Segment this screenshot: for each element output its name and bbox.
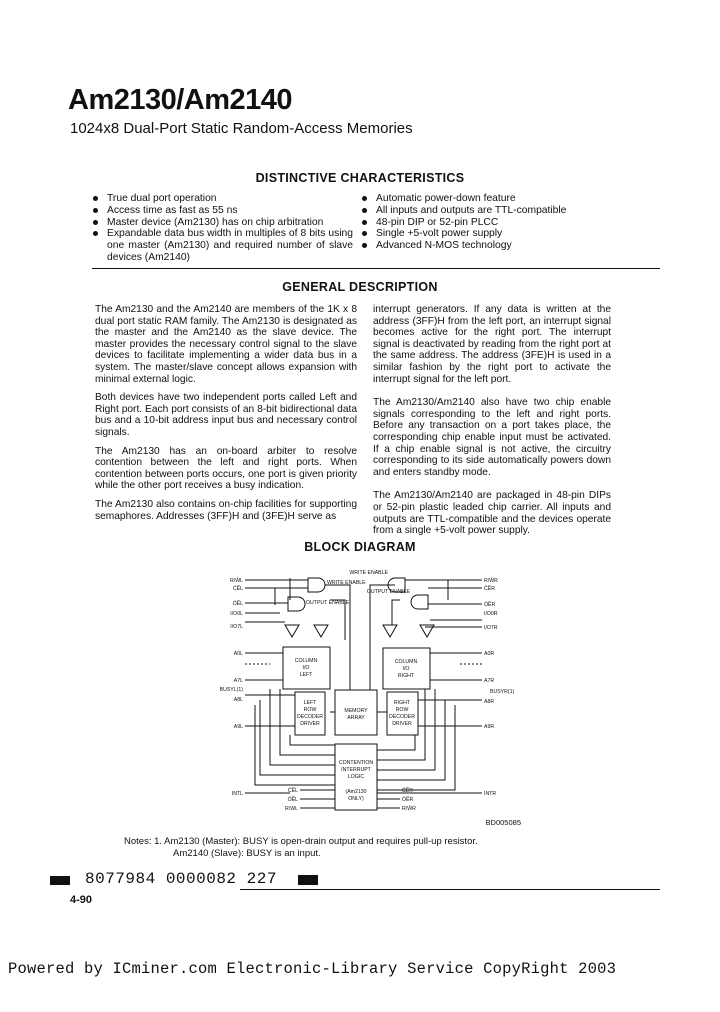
block-label: (Am2130 xyxy=(345,789,367,795)
list-item: Access time as fast as 55 ns xyxy=(93,205,353,217)
and-gate-icon xyxy=(288,597,305,611)
note-line: Am2140 (Slave): BUSY is an input. xyxy=(173,848,321,859)
signal-label: BUSYL(1) xyxy=(219,687,243,693)
page-number: 4-90 xyxy=(70,894,93,906)
list-item: All inputs and outputs are TTL-compatible xyxy=(362,205,632,217)
block-label: LOGIC xyxy=(347,774,365,780)
block-label: OUTPUT ENABLE xyxy=(306,600,350,606)
block-label: RIGHT xyxy=(393,700,411,706)
block-label: ROW xyxy=(303,707,317,713)
footer-divider xyxy=(240,889,660,890)
block-label: I/O xyxy=(402,666,410,672)
block-label: LEFT xyxy=(303,700,317,706)
block-label: ARRAY xyxy=(347,715,365,721)
block-label: INTERRUPT xyxy=(341,767,371,773)
paragraph: Both devices have two independent ports called Left and Right port. Each port consists of an 8-bit bidirectional data bus and a 10-bit address input bus and necessary control signals. xyxy=(95,392,357,438)
signal-label: ŌE̅L xyxy=(287,797,298,803)
block-label: COLUMN xyxy=(294,658,318,664)
notes xyxy=(124,836,478,860)
signal-label: R/W̄L xyxy=(230,578,243,584)
document-subtitle: 1024x8 Dual-Port Static Random-Access Memories xyxy=(70,120,413,137)
signal-label: I/O0L xyxy=(230,611,243,617)
list-item: Single +5-volt power supply xyxy=(362,228,632,240)
signal-label: A9R xyxy=(484,724,495,730)
signal-label: I/O7L xyxy=(230,624,243,630)
signal-label: ŌE̅R xyxy=(484,602,496,608)
signal-label: R/W̄R xyxy=(402,806,416,812)
signal-label: C̄E̅L xyxy=(232,586,243,592)
block-label: COLUMN xyxy=(394,659,418,665)
note-line: 1. Am2130 (Master): BUSY is open-drain output and requires pull-up resistor. xyxy=(154,836,478,847)
block-label: I/O xyxy=(302,665,310,671)
block-label: CONTENTION xyxy=(338,760,374,766)
signal-label: C̄E̅L xyxy=(287,788,298,794)
paragraph: interrupt generators. If any data is written at the address (3FF)H from the left port, an interrupt signal becomes active for the right port. The interrupt signal is deactivated by reading from the right port at the same address. The address (3FE)H is used in a similar fashion by the right port to activate the interrupt signal for the left port. xyxy=(373,304,611,385)
and-gate-icon xyxy=(308,578,325,592)
paragraph: The Am2130 has an on-board arbiter to resolve contention between the left and right ports. When contention between ports occurs, one port is given priority while the other port receives a busy indication. xyxy=(95,445,357,492)
block-label: MEMORY xyxy=(344,708,368,714)
footer-copyright: Powered by ICminer.com Electronic-Library Service CopyRight 2003 xyxy=(8,960,617,978)
list-item: Master device (Am2130) has on chip arbitration xyxy=(93,217,353,229)
block-label: DECODER xyxy=(297,714,323,720)
block-label: DECODER xyxy=(389,714,415,720)
signal-label: A8L xyxy=(233,697,243,703)
signal-label: A7L xyxy=(233,678,243,684)
signal-label: BUSYR(1) xyxy=(490,689,515,695)
signal-label: INTL xyxy=(231,791,243,797)
list-item: Expandable data bus width in multiples of 8 bits using one master (Am2130) and required number of slave devices (Am2140) xyxy=(93,228,353,263)
signal-label: C̄E̅R xyxy=(484,586,495,592)
signal-label: R/W̄R xyxy=(484,578,498,584)
block-diagram-heading: BLOCK DIAGRAM xyxy=(304,540,416,554)
block-label: ONLY) xyxy=(348,796,364,802)
signal-label: R/WL xyxy=(285,806,298,812)
description-heading: GENERAL DESCRIPTION xyxy=(282,280,438,294)
block-label: WRITE ENABLE xyxy=(349,570,388,576)
block-label: OUTPUT ENABLE xyxy=(366,589,410,595)
signal-label: A0R xyxy=(484,651,495,657)
paragraph: The Am2130/Am2140 also have two chip enable signals corresponding to the left and right ports. Before any transaction on a port takes place, the corresponding chip enable input must be activated. If a chip enable signal is not active, the circuitry corresponding to its side automatically powers down and enters standby mode. xyxy=(373,397,611,478)
block-label: DRIVER xyxy=(392,721,412,727)
signal-label: A8R xyxy=(484,699,495,705)
barcode-text: 8077984 0000082 227 xyxy=(85,870,277,888)
notes-label: Notes: xyxy=(124,836,152,847)
figure-id: BD005085 xyxy=(485,818,521,827)
list-item: 48-pin DIP or 52-pin PLCC xyxy=(362,217,632,229)
buffer-icon xyxy=(285,625,434,637)
signal-label: INTR xyxy=(484,791,497,797)
barcode-mark xyxy=(298,875,318,885)
document-title: Am2130/Am2140 xyxy=(68,84,293,116)
signal-label: A9L xyxy=(233,724,243,730)
block-label: LEFT xyxy=(299,672,313,678)
list-item: Advanced N-MOS technology xyxy=(362,240,632,252)
block-label: WRITE ENABLE xyxy=(327,580,366,586)
signal-label: C̄E̅R xyxy=(402,788,413,794)
signal-label: A0L xyxy=(233,651,243,657)
paragraph: The Am2130 also contains on-chip facilities for supporting semaphores. Addresses (3FF)H and (3FE)H serve as xyxy=(95,498,357,522)
block-label: DRIVER xyxy=(300,721,320,727)
paragraph: The Am2130 and the Am2140 are members of the 1K x 8 dual port static RAM family. The Am2130 is designated as the master and the Am2140 as the slave device. The master provides the necessary control signal to the slave devices to facilitate implementing a wider data bus in a system. The master/slave concept allows expansion with minimal external logic. xyxy=(95,304,357,385)
and-gate-icon xyxy=(411,595,428,609)
block-label: RIGHT xyxy=(397,673,415,679)
signal-label: ŌE̅R xyxy=(402,797,414,803)
signal-label: ŌE̅L xyxy=(232,601,243,607)
block-label: ROW xyxy=(395,707,409,713)
signal-label: A7R xyxy=(484,678,495,684)
characteristics-heading: DISTINCTIVE CHARACTERISTICS xyxy=(255,171,465,185)
list-item: Automatic power-down feature xyxy=(362,193,632,205)
signal-label: I/O7R xyxy=(484,625,498,631)
barcode-mark xyxy=(50,876,70,885)
paragraph: The Am2130/Am2140 are packaged in 48-pin DIPs or 52-pin plastic leaded chip carrier. All inputs and outputs are TTL-compatible and the devices operate from a single +5-volt power supply. xyxy=(373,490,611,537)
list-item: True dual port operation xyxy=(93,193,353,205)
signal-label: I/O0R xyxy=(484,611,498,617)
